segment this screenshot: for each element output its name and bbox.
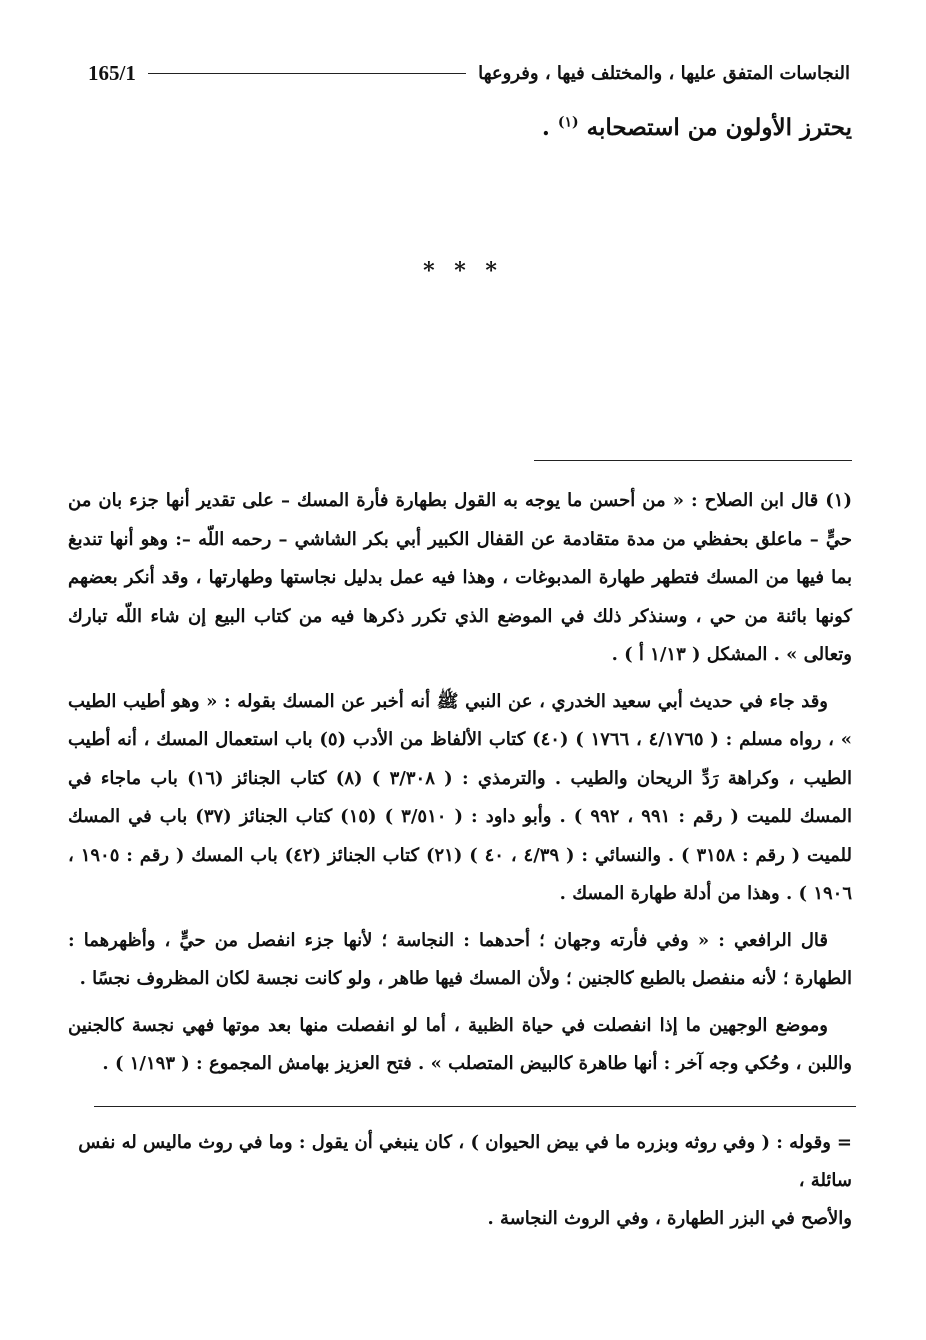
header-rule [148,73,466,74]
footnotes [68,482,852,1092]
continuation-rule [94,1106,856,1107]
continuation-line: والأصح في البزر الطهارة ، وفي الروث النجاسة . [487,1208,852,1229]
main-text [72,108,852,148]
running-title: النجاسات المتفق عليها ، والمختلف فيها ، وفروعها [478,62,850,84]
footnote-1: (١) قال ابن الصلاح : « من أحسن ما يوجه به القول بطهارة فأرة المسك – على تقدير أنها جزء بان من حيٍّ – ماعلق بحفظي من مدة متقادمة عن القفال الكبير أبي بكر الشاشي – رحمه اللّه –: وهو أنها تندبغ بما فيها من المسك فتطهر طهارة المدبوغات ، وهذا فيه عمل بدليل نجاستها وطهارتها ، وقد أنكر بعضهم كونها بائنة من حي ، وسنذكر ذلك في الموضع الذي تكرر ذكرها فيه من كتاب البيع إن شاء اللّه تبارك وتعالى » . المشكل ( ١/١٣ أ ) . [68,490,852,665]
footnote-paragraph: قال الرافعي : « وفي فأرته وجهان ؛ أحدهما : النجاسة ؛ لأنها جزء انفصل من حيٍّ ، وأظهرهما : الطهارة ؛ لأنه منفصل بالطبع كالجنين ؛ ولأن المسك فيها طاهر ، ولو كانت نجسة لكان المظروف نجسًا . [68,929,852,989]
main-text-body: يحترز الأولون من استصحابه [586,114,852,141]
footnote-rule [534,460,852,461]
continued-footnote [62,1124,852,1238]
page-header [88,58,850,88]
section-separator: * * * [423,258,503,284]
footnote-paragraph: وموضع الوجهين ما إذا انفصلت في حياة الظبية ، أما لو انفصلت منها بعد موتها فهي نجسة كالجنين واللبن ، وحُكي وجه آخر : أنها طاهرة كالبيض المتصلب » . فتح العزيز بهامش المجموع : ( ١/١٩٣ ) . [68,1014,852,1074]
continuation-line [62,1124,852,1200]
footnote-reference: (١) [557,114,579,131]
continuation-line-text: وقوله : ( وفي روثه وبزره ما في بيض الحيوان ) ، كان ينبغي أن يقول : وما في روث ماليس له نفس سائلة ، [78,1132,852,1191]
page-number: 165/1 [88,60,136,85]
continuation-mark: = [836,1132,852,1153]
footnote-paragraph: وقد جاء في حديث أبي سعيد الخدري ، عن النبي ﷺ أنه أخبر عن المسك بقوله : « وهو أطيب الطيب » ، رواه مسلم : ( ٤/١٧٦٥ ، ١٧٦٦ ) (٤٠) كتاب الألفاظ من الأدب (٥) باب استعمال المسك ، أنه أطيب الطيب ، وكراهة رَدِّ الريحان والطيب . والترمذي : ( ٣/٣٠٨ ) (٨) كتاب الجنائز (١٦) باب ماجاء في المسك للميت ( رقم : ٩٩١ ، ٩٩٢ ) . وأبو داود : ( ٣/٥١٠ ) (١٥) كتاب الجنائز (٣٧) باب في المسك للميت ( رقم : ٣١٥٨ ) . والنسائي : ( ٤/٣٩ ، ٤٠ ) (٢١) كتاب الجنائز (٤٢) باب المسك ( رقم : ١٩٠٥ ، ١٩٠٦ ) . وهذا من أدلة طهارة المسك . [68,690,853,904]
main-text-tail: . [541,114,558,141]
